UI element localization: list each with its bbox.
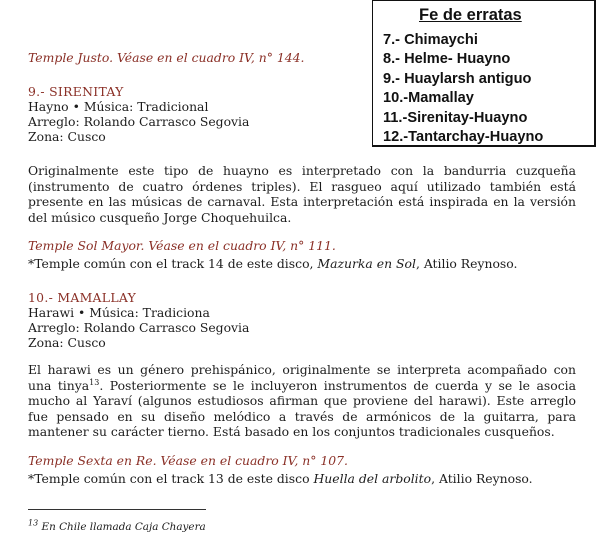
song9-heading: 9.- SIRENITAY [28,84,124,99]
song10-description [28,362,576,440]
song10-arreglo: Arreglo: Rolando Carrasco Segovia [28,320,250,335]
song9-note [28,256,517,272]
errata-item: 8.- Helme- Huayno [383,51,511,68]
errata-title: Fe de erratas [419,6,522,24]
song9-note-prefix: *Temple común con el track 14 de este disco, [28,256,314,271]
song10-genre: Harawi • Música: Tradiciona [28,305,210,320]
footnote-rule [28,509,206,510]
footnote-ref: 13 [89,377,100,387]
song9-zona: Zona: Cusco [28,129,106,144]
song10-description-a: El harawi es un género prehispánico, originalmente se interpreta acompañado con una tinya [28,362,576,393]
footnote-number: 13 [28,518,39,528]
song9-genre: Hayno • Música: Tradicional [28,99,209,114]
errata-item: 7.- Chimaychi [383,32,478,48]
song10-note-suffix: , Atilio Reynoso. [431,471,533,486]
song10-note-prefix: *Temple común con el track 13 de este disco [28,471,310,486]
song9-note-suffix: , Atilio Reynoso. [415,256,518,271]
errata-item: 10.-Mamallay [383,90,474,107]
temple-justo: Temple Justo. Véase en el cuadro IV, n° 144. [28,50,305,65]
footnote [28,520,206,536]
song10-zona: Zona: Cusco [28,335,106,350]
errata-item: 9.- Huaylarsh antiguo [383,70,532,87]
footnote-text: En Chile llamada Caja Chayera [38,521,206,533]
errata-item: 11.-Sirenitay-Huayno [383,109,528,126]
song9-arreglo: Arreglo: Rolando Carrasco Segovia [28,114,250,129]
song10-heading: 10.- MAMALLAY [28,290,137,305]
song10-temple: Temple Sexta en Re. Véase en el cuadro IV, n° 107. [28,453,348,468]
song9-description: Originalmente este tipo de huayno es interpretado con la bandurria cuzqueña (instrumento de cuatro órdenes triples). El rasgueo aquí utilizado también está presente en las músicas de carnaval. Esta interpretación está inspirada en la versión del músico cusqueño Jorge Choquehuilca. [28,163,576,225]
song10-note-title: Huella del arbolito [313,471,432,486]
errata-box [372,0,596,147]
song9-temple: Temple Sol Mayor. Véase en el cuadro IV, n° 111. [28,238,336,253]
errata-item: 12.-Tantarchay-Huayno [383,129,544,146]
song10-description-b: . Posteriormente se le incluyeron instrumentos de cuerda y se le asocia mucho al Yaraví (algunos estudiosos afirman que proviene del harawi). Este arreglo fue pensado en su diseño melódico a través de armónicos de la guitarra, para mantener su carácter tierno. Está basado en los conjuntos tradicionales cusqueños. [28,377,576,440]
song9-note-title: Mazurka en Sol [317,256,416,271]
song10-note [28,471,533,487]
